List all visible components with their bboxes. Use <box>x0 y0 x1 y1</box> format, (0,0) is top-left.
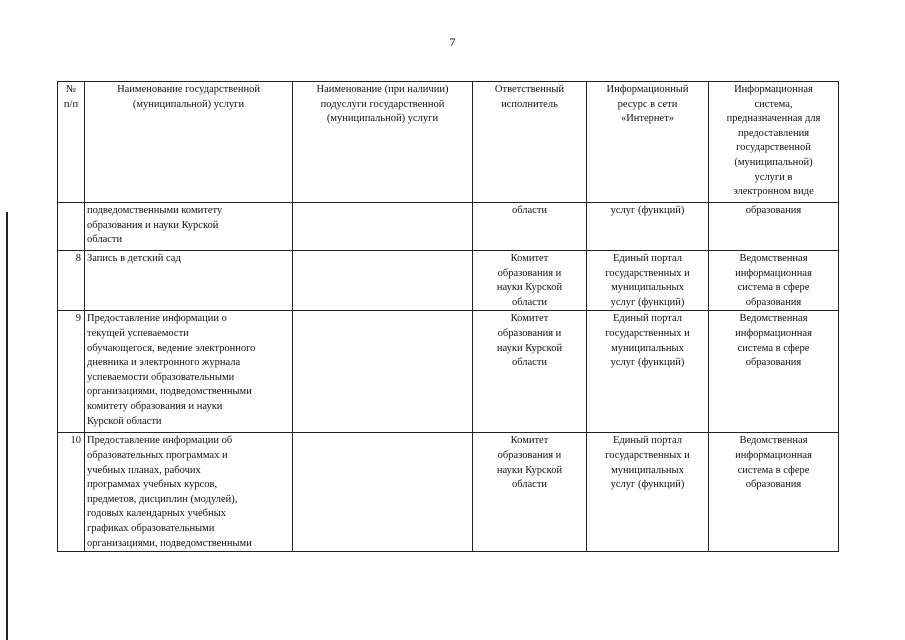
header-executor: Ответственный исполнитель <box>473 82 587 203</box>
row-service-name: Предоставление информации об образовательных программах и учебных планах, рабочих программах учебных курсов, предметов, дисциплин (модулей), годовых календарных учебных графиках образовательными организациями, подведомственными <box>85 433 293 552</box>
row-service-name: Запись в детский сад <box>85 251 293 311</box>
page-number: 7 <box>449 35 456 49</box>
row-subservice-name <box>293 251 473 311</box>
row-executor: Комитет образования и науки Курской области <box>473 433 587 552</box>
row-subservice-name <box>293 203 473 251</box>
row-number: 10 <box>58 433 85 552</box>
header-internet-resource: Информационный ресурс в сети «Интернет» <box>587 82 709 203</box>
row-information-system: Ведомственная информационная система в сфере образования <box>709 251 839 311</box>
table-row <box>58 311 839 433</box>
header-information-system: Информационная система, предназначенная для предоставления государственной (муниципальной) услуги в электронном виде <box>709 82 839 203</box>
header-service-name: Наименование государственной (муниципальной) услуги <box>85 82 293 203</box>
margin-line <box>6 212 8 640</box>
row-internet-resource: Единый портал государственных и муниципальных услуг (функций) <box>587 433 709 552</box>
row-internet-resource: Единый портал государственных и муниципальных услуг (функций) <box>587 251 709 311</box>
row-number <box>58 203 85 251</box>
table-header-row <box>58 82 839 203</box>
row-executor: Комитет образования и науки Курской области <box>473 311 587 433</box>
table-row <box>58 203 839 251</box>
header-number: № п/п <box>58 82 85 203</box>
row-service-name: Предоставление информации о текущей успеваемости обучающегося, ведение электронного дневника и электронного журнала успеваемости образовательными организациями, подведомственными комитету образования и науки Курской области <box>85 311 293 433</box>
header-subservice-name: Наименование (при наличии) подуслуги государственной (муниципальной) услуги <box>293 82 473 203</box>
row-executor: области <box>473 203 587 251</box>
row-service-name: подведомственными комитету образования и науки Курской области <box>85 203 293 251</box>
row-internet-resource: Единый портал государственных и муниципальных услуг (функций) <box>587 311 709 433</box>
row-information-system: образования <box>709 203 839 251</box>
row-information-system: Ведомственная информационная система в сфере образования <box>709 433 839 552</box>
row-number: 8 <box>58 251 85 311</box>
row-number: 9 <box>58 311 85 433</box>
services-table <box>57 81 839 552</box>
table-row <box>58 251 839 311</box>
row-subservice-name <box>293 311 473 433</box>
row-internet-resource: услуг (функций) <box>587 203 709 251</box>
row-information-system: Ведомственная информационная система в сфере образования <box>709 311 839 433</box>
row-subservice-name <box>293 433 473 552</box>
row-executor: Комитет образования и науки Курской области <box>473 251 587 311</box>
table-row <box>58 433 839 552</box>
